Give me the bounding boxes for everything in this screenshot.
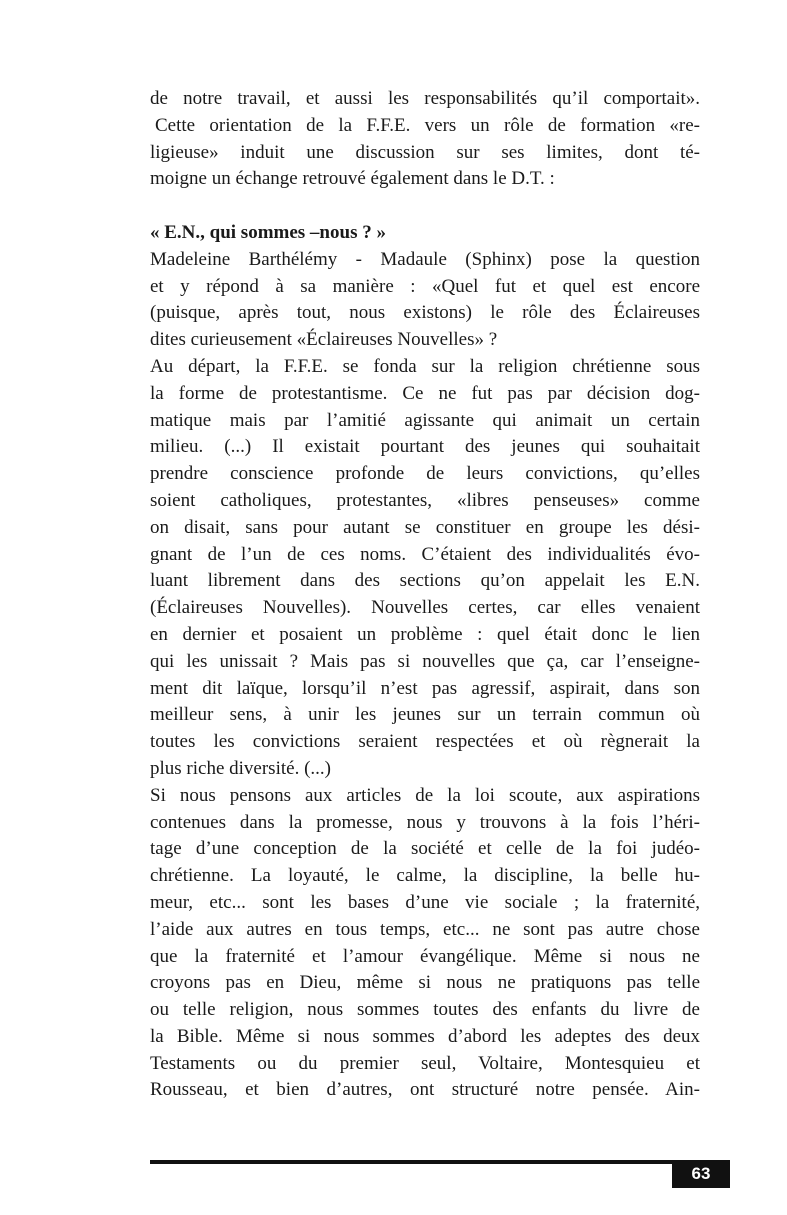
text-line: gnant de l’un de ces noms. C’étaient des individualités évo- (150, 543, 700, 565)
text-line: (Éclaireuses Nouvelles). Nouvelles certes, car elles venaient (150, 597, 700, 619)
paragraph-spacer (150, 193, 700, 220)
text-line: meilleur sens, à unir les jeunes sur un terrain commun où (150, 704, 700, 726)
text-line: Rousseau, et bien d’autres, ont structuré notre pensée. Ain- (150, 1079, 700, 1101)
text-line: et y répond à sa manière : «Quel fut et quel est encore (150, 275, 700, 297)
text-line: la Bible. Même si nous sommes d’abord les adeptes des deux (150, 1025, 700, 1047)
text-line: Madeleine Barthélémy - Madaule (Sphinx) pose la question (150, 248, 700, 270)
text-line: ment dit laïque, lorsqu’il n’est pas agressif, aspirait, dans son (150, 677, 700, 699)
text-line: plus riche diversité. (...) (150, 757, 331, 779)
text-line: chrétienne. La loyauté, le calme, la discipline, la belle hu- (150, 865, 700, 887)
text-line: croyons pas en Dieu, même si nous ne pratiquons pas telle (150, 972, 700, 994)
section-heading: « E.N., qui sommes –nous ? » (150, 221, 386, 243)
text-line: que la fraternité et l’amour évangélique. Même si nous ne (150, 945, 700, 967)
text-line: contenues dans la promesse, nous y trouvons à la fois l’héri- (150, 811, 700, 833)
text-line: meur, etc... sont les bases d’une vie sociale ; la fraternité, (150, 891, 700, 913)
text-line: Au départ, la F.F.E. se fonda sur la religion chrétienne sous (150, 355, 700, 377)
text-line: luant librement dans des sections qu’on appelait les E.N. (150, 570, 700, 592)
text-line: en dernier et posaient un problème : quel était donc le lien (150, 623, 700, 645)
footer-rule (150, 1160, 730, 1164)
text-line: tage d’une conception de la société et celle de la foi judéo- (150, 838, 700, 860)
text-line: Cette orientation de la F.F.E. vers un rôle de formation «re- (155, 114, 700, 136)
text-line: de notre travail, et aussi les responsabilités qu’il comportait». (150, 88, 700, 109)
page-body (150, 86, 700, 1104)
text-line: on disait, sans pour autant se constituer en groupe les dési- (150, 516, 700, 538)
text-line: dites curieusement «Éclaireuses Nouvelles» ? (150, 329, 498, 351)
text-line: moigne un échange retrouvé également dans le D.T. : (150, 168, 555, 190)
text-line: milieu. (...) Il existait pourtant des jeunes qui souhaitait (150, 436, 700, 458)
text-line: soient catholiques, protestantes, «libres penseuses» comme (150, 489, 700, 511)
text-line: matique mais par l’amitié agissante qui animait un certain (150, 409, 700, 431)
text-line: toutes les convictions seraient respectées et où règnerait la (150, 731, 700, 753)
text-line: l’aide aux autres en tous temps, etc... ne sont pas autre chose (150, 918, 700, 940)
text-line: ligieuse» induit une discussion sur ses limites, dont té- (150, 141, 700, 163)
text-line: Testaments ou du premier seul, Voltaire, Montesquieu et (150, 1052, 700, 1074)
text-line: la forme de protestantisme. Ce ne fut pas par décision dog- (150, 382, 700, 404)
text-line: ou telle religion, nous sommes toutes des enfants du livre de (150, 999, 700, 1021)
text-line: qui les unissait ? Mais pas si nouvelles que ça, car l’enseigne- (150, 650, 700, 672)
page-number: 63 (672, 1160, 730, 1188)
text-line: (puisque, après tout, nous existons) le rôle des Éclaireuses (150, 302, 700, 324)
text-line: Si nous pensons aux articles de la loi scoute, aux aspirations (150, 784, 700, 806)
text-line: prendre conscience profonde de leurs convictions, qu’elles (150, 463, 700, 485)
